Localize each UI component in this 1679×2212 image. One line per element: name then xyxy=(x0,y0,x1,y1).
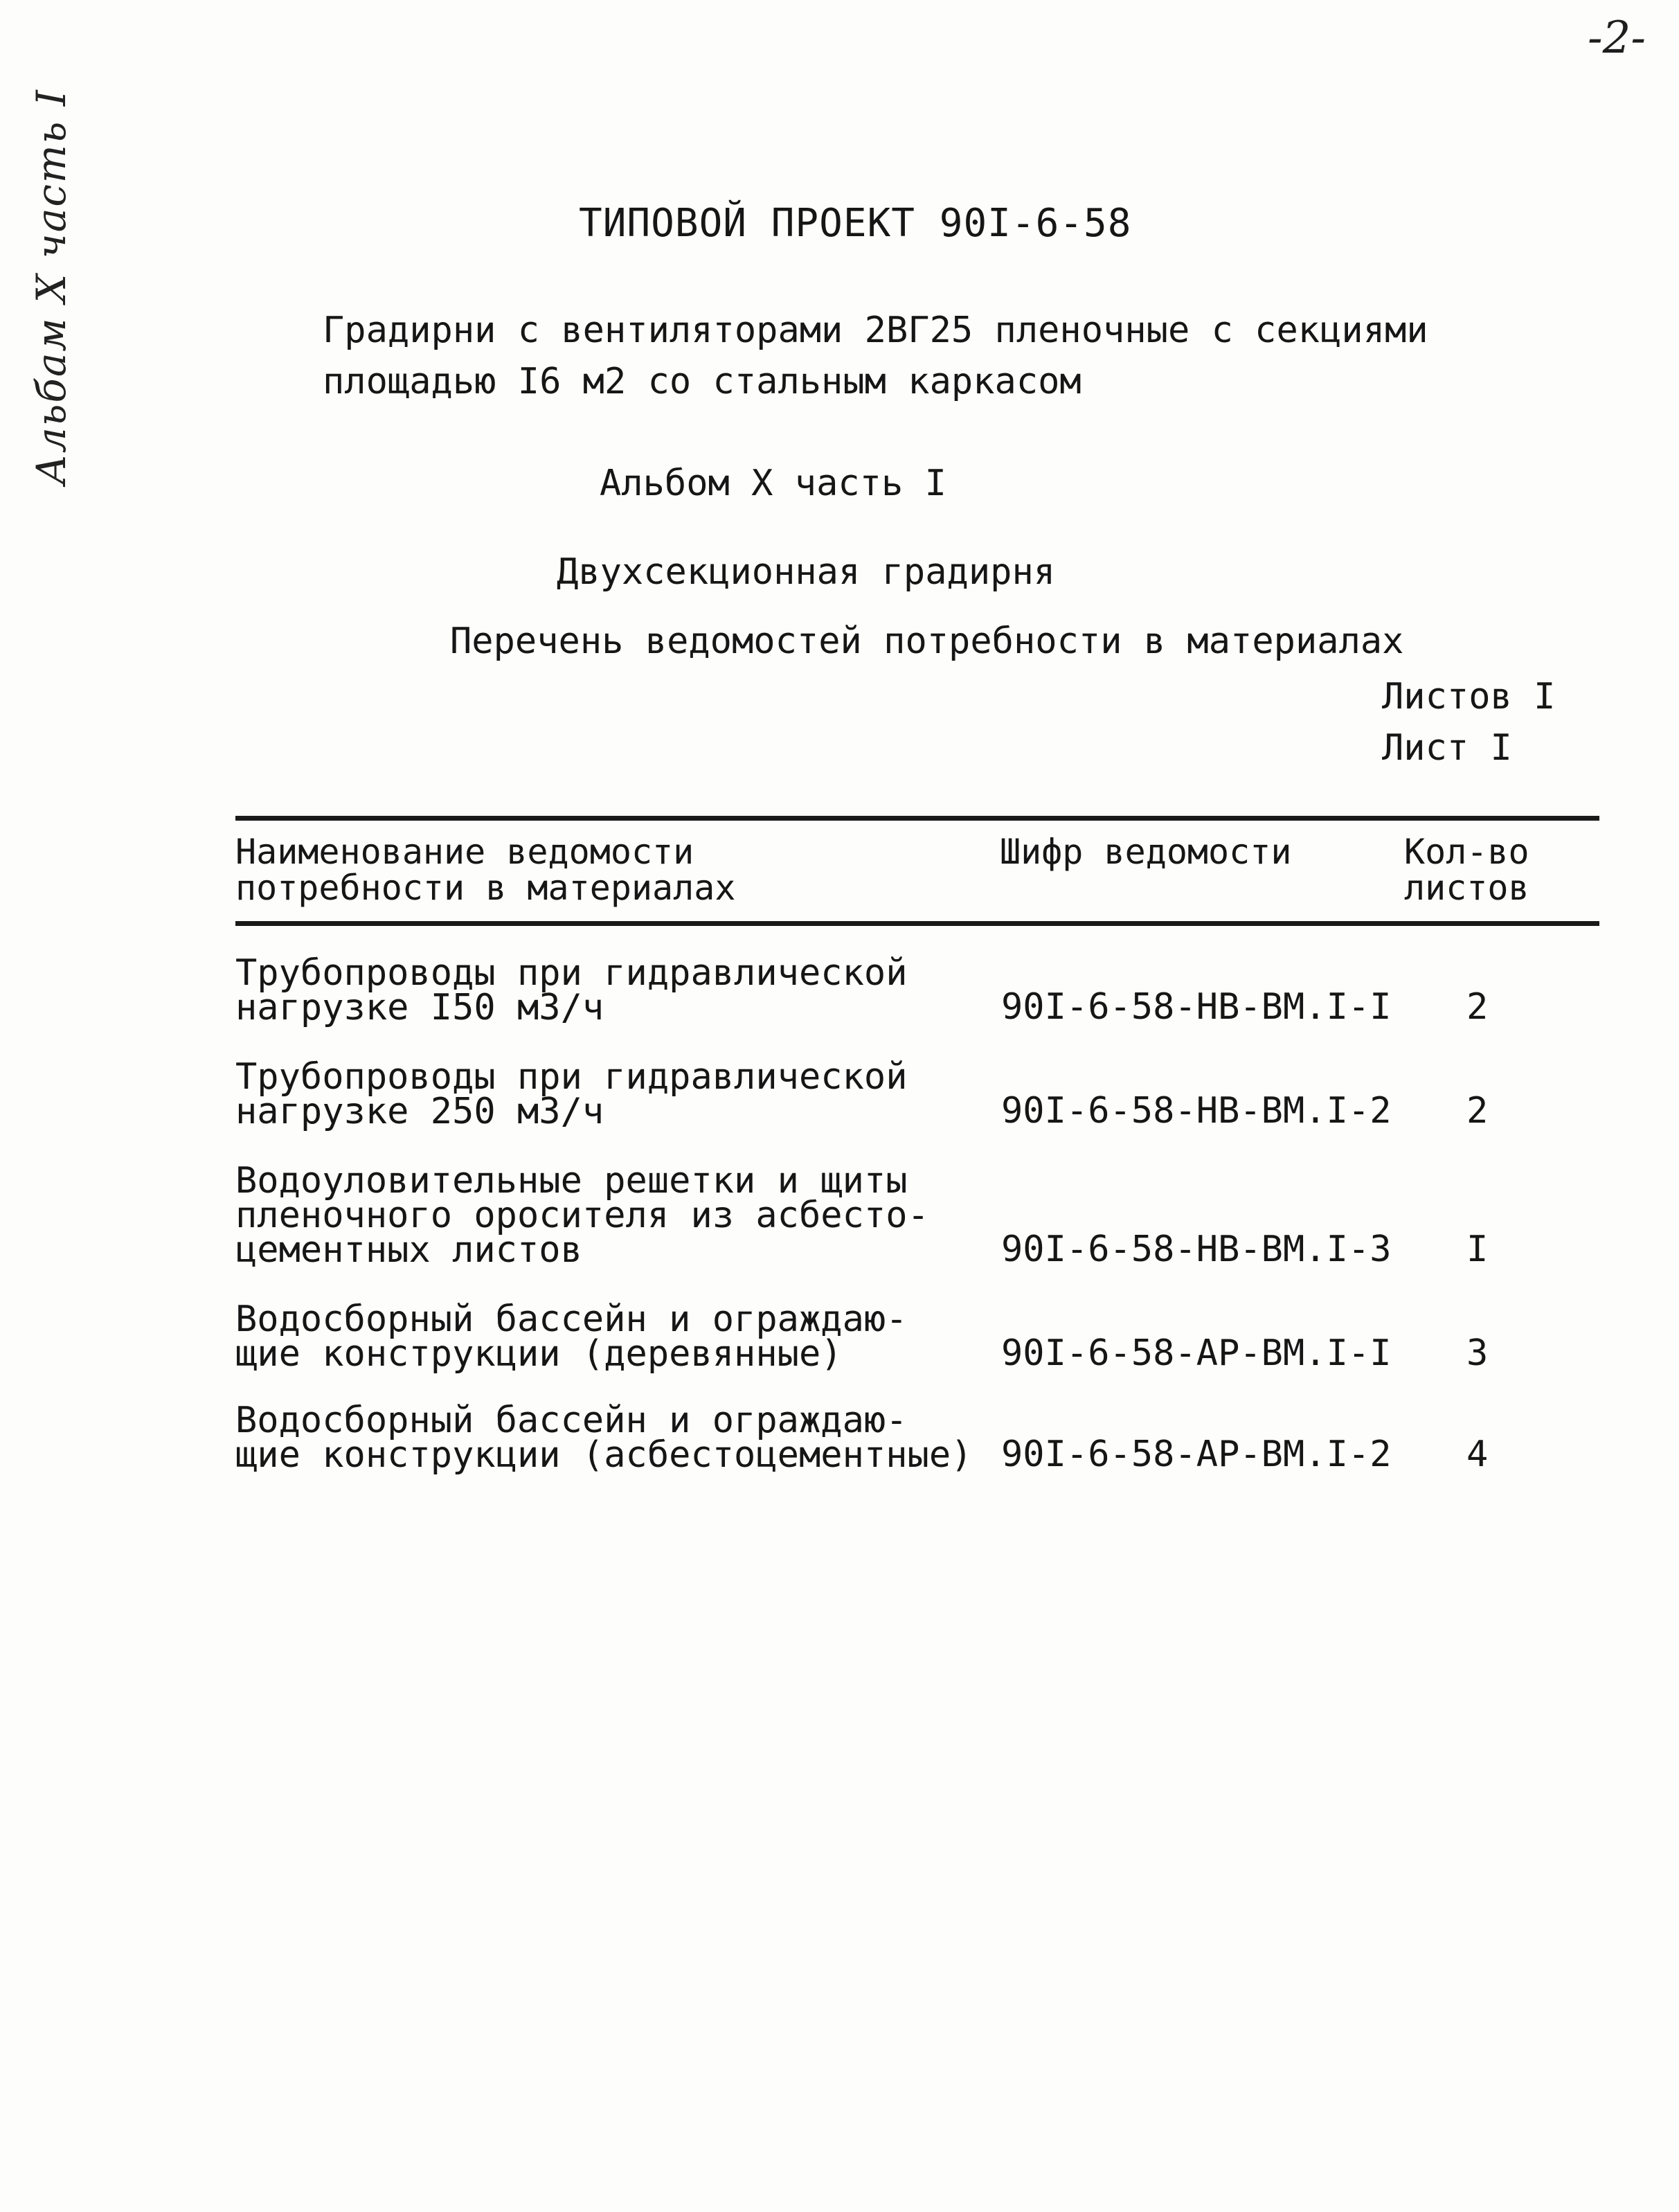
table-row-1-name: Трубопроводы при гидравлической нагрузке I50 м3/ч xyxy=(235,952,908,1028)
table-header-rule xyxy=(235,921,1599,926)
table-row-4-name: Водосборный бассейн и ограждаю- щие конструкции (деревянные) xyxy=(235,1299,908,1375)
header-name: Наименование ведомости потребности в материалах xyxy=(235,832,736,908)
table-row-2-code: 90I-6-58-НВ-ВМ.I-2 xyxy=(1001,1090,1392,1132)
page-number: -2- xyxy=(1588,12,1646,64)
table-row-3-count: I xyxy=(1466,1229,1489,1270)
table-row-1-code: 90I-6-58-НВ-ВМ.I-I xyxy=(1001,986,1392,1028)
table-row-4-code: 90I-6-58-АР-ВМ.I-I xyxy=(1001,1332,1392,1374)
header-count: Кол-во листов xyxy=(1404,832,1529,908)
header-code: Шифр ведомости xyxy=(1000,832,1292,872)
table-row-4-count: 3 xyxy=(1466,1332,1489,1374)
document-subtitle: Градирни с вентиляторами 2ВГ25 пленочные с секциями площадью I6 м2 со стальным каркасом xyxy=(323,310,1428,402)
document-title: ТИПОВОЙ ПРОЕКТ 90I-6-58 xyxy=(579,201,1132,246)
section-title: Двухсекционная градирня xyxy=(557,551,1056,593)
table-row-2-count: 2 xyxy=(1466,1090,1489,1132)
table-row-1-count: 2 xyxy=(1466,986,1489,1028)
table-row-5-code: 90I-6-58-АР-ВМ.I-2 xyxy=(1001,1434,1392,1475)
margin-handwritten-note: Альбам X часть I xyxy=(28,89,75,485)
list-title: Перечень ведомостей потребности в материалах xyxy=(450,621,1404,662)
album-label: Альбом X часть I xyxy=(600,463,946,504)
table-row-2-name: Трубопроводы при гидравлической нагрузке 250 м3/ч xyxy=(235,1056,908,1132)
table-row-5-name: Водосборный бассейн и ограждаю- щие конструкции (асбестоцементные) xyxy=(235,1400,973,1476)
table-row-3-code: 90I-6-58-НВ-ВМ.I-3 xyxy=(1001,1229,1392,1270)
sheet-current: Лист I xyxy=(1382,727,1512,769)
table-row-3-name: Водоуловительные решетки и щиты пленочного оросителя из асбесто- цементных листов xyxy=(235,1160,929,1271)
sheets-total: Листов I xyxy=(1382,676,1556,717)
table-row-5-count: 4 xyxy=(1466,1434,1489,1475)
table-top-rule xyxy=(235,816,1599,821)
